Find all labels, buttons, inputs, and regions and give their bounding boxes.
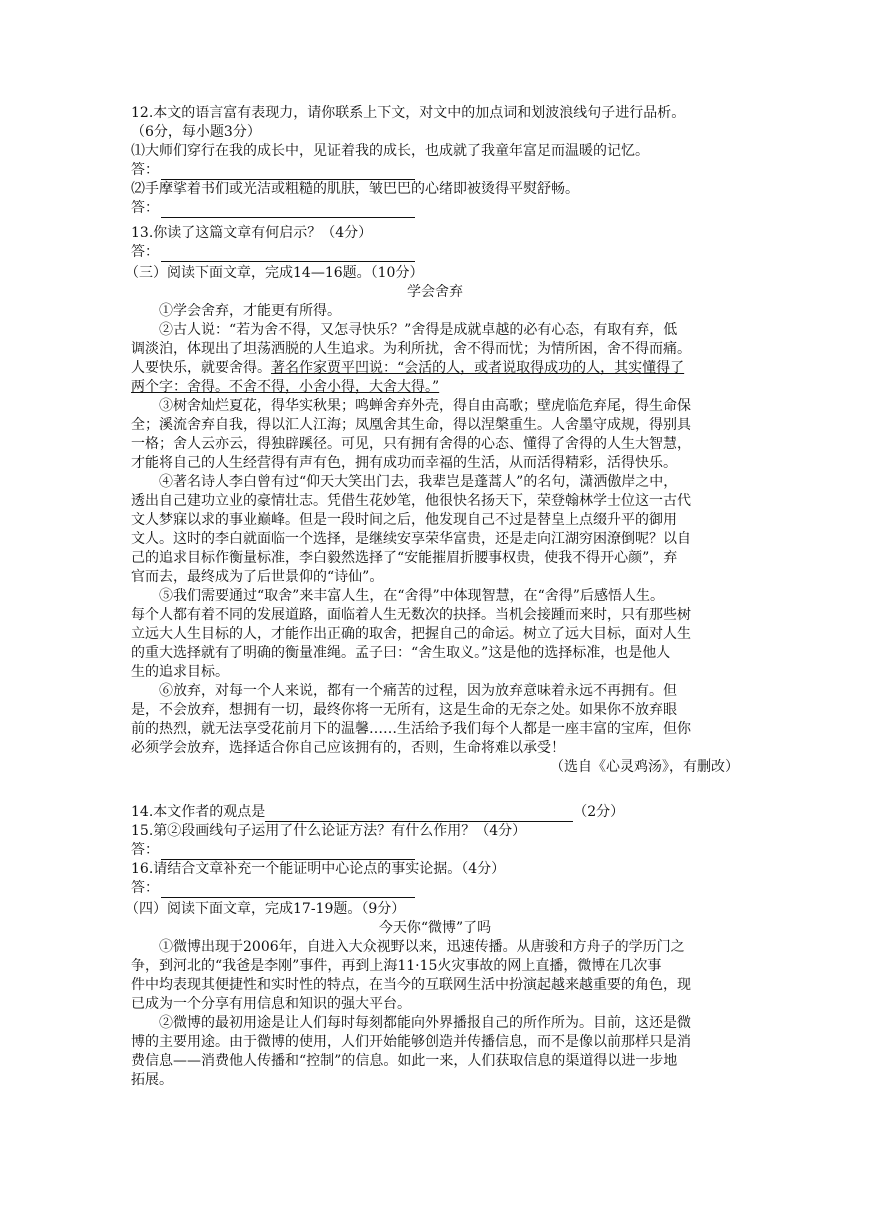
underlined-sentence: 两个字：舍得。不舍不得，小舍小得，大舍大得。” [131,379,440,395]
paragraph-6-line: ⑥放弃，对每一个人来说，都有一个痛苦的过程，因为放弃意味着永远不再拥有。但 [159,683,677,699]
paragraph-3-line: ③树舍灿烂夏花，得华实秋果；鸣蝉舍弃外壳，得自由高歌；壁虎临危弃尾，得生命保 [159,398,691,414]
answer-line [161,844,415,860]
paragraph-2-line: 拓展。 [131,1072,173,1088]
paragraph-4-line: 己的追求目标作衡量标准，李白毅然选择了“安能摧眉折腰事权贵，使我不得开心颜”，弃 [131,550,678,566]
paragraph-2-line: ②古人说：“若为舍不得，又怎寻快乐？”舍得是成就卓越的必有心态，有取有弃，低 [159,322,678,338]
paragraph-2-line: 费信息——消费他人传播和“控制”的信息。如此一来，人们获取信息的渠道得以进一步地 [131,1053,678,1069]
q16-answer[interactable] [131,879,739,898]
paragraph-2-text: 人要快乐，就要舍得。 [131,360,271,376]
q13-answer[interactable] [131,243,739,262]
source-citation: （选自《心灵鸡汤》，有删改） [550,759,739,775]
q12-answer-1[interactable] [131,161,739,180]
q14-title: 14.本文作者的观点是 [131,804,266,820]
q12-answer-2[interactable] [131,199,739,218]
question-13 [131,224,739,262]
q15-answer[interactable] [131,841,739,860]
paragraph-5-line: 立远大人生目标的人，才能作出正确的取舍，把握自己的命运。树立了远大目标，面对人生 [131,626,691,642]
paragraph-3-line: 才能将自己的人生经营得有声有色，拥有成功而幸福的生活，从而活得精彩，活得快乐。 [131,455,677,471]
paragraph-2-line [131,359,739,378]
section-3-title: 学会舍弃 [407,284,463,300]
paragraph-1: ①学会舍弃，才能更有所得。 [159,303,341,319]
answer-label: 答： [131,842,159,858]
answer-label: 答： [131,244,159,260]
answer-line [161,882,415,898]
paragraph-2-line: 调淡泊，体现出了坦荡洒脱的人生追求。为利所扰，舍不得而忧；为情所困，舍不得而痛。 [131,341,691,357]
section-4 [125,900,739,1090]
answer-label: 答： [131,162,159,178]
paragraph-4-line: 透出自己建功立业的豪情壮志。凭借生花妙笔，他很快名扬天下，荣登翰林学士位这一古代 [131,493,691,509]
questions-14-16 [131,803,739,898]
q12-sub1: ⑴大师们穿行在我的成长中，见证着我的成长，也成就了我童年富足而温暖的记忆。 [131,143,649,159]
paragraph-3-line: 一格；舍人云亦云，得独辟蹊径。可见，只有拥有舍得的心态、懂得了舍得的人生大智慧， [131,436,691,452]
paragraph-5-line: 生的追求目标。 [131,664,229,680]
q14 [131,803,739,822]
paragraph-4-line: 官而去，最终成为了后世景仰的“诗仙”。 [131,569,384,585]
paragraph-6-line: 必须学会放弃，选择适合你自己应该拥有的，否则，生命将难以承受！ [131,740,565,756]
section-4-heading: （四）阅读下面文章，完成17-19题。（9分） [125,901,406,917]
paragraph-2-line [131,378,739,397]
section-3 [125,264,739,777]
section-4-title: 今天你“微博”了吗 [378,920,492,936]
paragraph-4-line: 文人梦寐以求的事业巅峰。但是一段时间之后，他发现自己不过是替皇上点缀升平的御用 [131,512,677,528]
paragraph-2-line: ②微博的最初用途是让人们每时每刻都能向外界播报自己的所作所为。目前，这还是微 [159,1015,691,1031]
q13-title: 13.你读了这篇文章有何启示？（4分） [131,225,373,241]
paragraph-1-line: ①微博出现于2006年，自进入大众视野以来，迅速传播。从唐骏和方舟子的学历门之 [159,939,685,955]
q14-answer-line[interactable] [265,807,573,822]
underlined-sentence: 著名作家贾平凹说：“会活的人，或者说取得成功的人，其实懂得了 [271,360,685,376]
question-12 [131,104,739,218]
answer-label: 答： [131,200,159,216]
paragraph-5-line: 每个人都有着不同的发展道路，面临着人生无数次的抉择。当机会接踵而来时，只有那些树 [131,607,691,623]
answer-label: 答： [131,880,159,896]
q16-title: 16.请结合文章补充一个能证明中心论点的事实论据。（4分） [131,861,506,877]
q12-title: 12.本文的语言富有表现力，请你联系上下文，对文中的加点词和划波浪线句子进行品析。 [131,105,686,121]
answer-line [161,164,415,180]
paragraph-6-line: 是，不会放弃，想拥有一切，最终你将一无所有，这是生命的无奈之处。如果你不放弃眼 [131,702,677,718]
paragraph-5-line: ⑤我们需要通过“取舍”来丰富人生，在“舍得”中体现智慧，在“舍得”后感悟人生。 [159,588,664,604]
paragraph-1-line: 件中均表现其便捷性和实时性的特点，在当今的互联网生活中扮演起越来越重要的角色，现 [131,977,691,993]
paragraph-3-line: 全；溪流舍弃自我，得以汇人江海；凤凰舍其生命，得以涅槃重生。人舍墨守成规，得别具 [131,417,691,433]
q14-points: （2分） [573,804,625,820]
paragraph-1-line: 已成为一个分享有用信息和知识的强大平台。 [131,996,411,1012]
paragraph-1-line: 争，到河北的“我爸是李刚”事件，再到上海11·15火灾事故的网上直播，微博在几次事 [131,958,662,974]
q12-points: （6分，每小题3分） [131,124,261,140]
paragraph-6-line: 前的热烈，就无法享受花前月下的温馨……生活给予我们每个人都是一座丰富的宝库，但你 [131,721,691,737]
paragraph-4-line: 文人。这时的李白就面临一个选择，是继续安享荣华富贵，还是走向江湖穷困潦倒呢？以自 [131,531,691,547]
paragraph-4-line: ④著名诗人李白曾有过“仰天大笑出门去，我辈岂是蓬蒿人”的名句，潇洒傲岸之中， [159,474,678,490]
answer-line [161,202,415,218]
paragraph-2-line: 博的主要用途。由于微博的使用，人们开始能够创造并传播信息，而不是像以前那样只是消 [131,1034,691,1050]
answer-line [161,246,415,262]
section-3-heading: （三）阅读下面文章，完成14—16题。（10分） [125,265,424,281]
q12-sub2: ⑵手摩挲着书们或光洁或粗糙的肌肤，皱巴巴的心绪即被烫得平熨舒畅。 [131,181,579,197]
paragraph-5-line: 的重大选择就有了明确的衡量准绳。孟子曰：“舍生取义。”这是他的选择标准，也是他人 [131,645,671,661]
q15-title: 15.第②段画线句子运用了什么论证方法？有什么作用？（4分） [131,823,527,839]
